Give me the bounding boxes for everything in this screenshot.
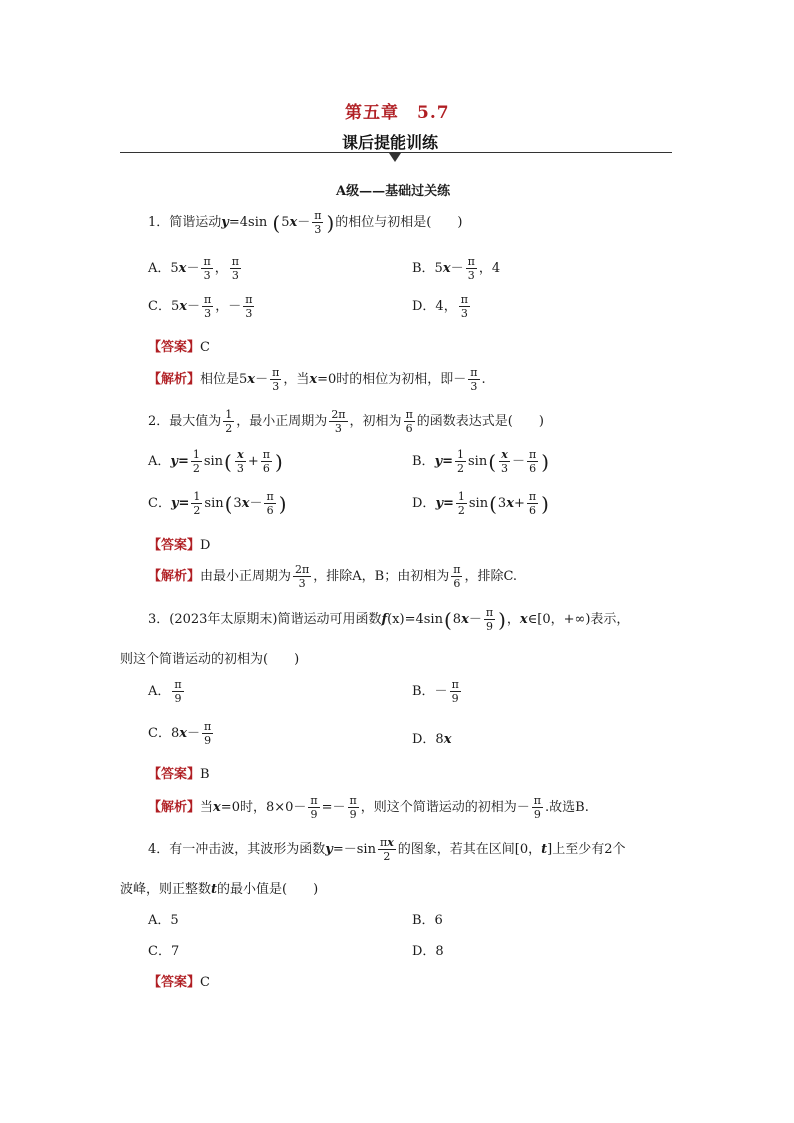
question-2-option-a: A．y= $\frac{1}{2}$ sin( $\frac{x}{3}$ + $\frac{\pi}{6}$ ) <box>148 448 283 475</box>
question-4-option-c: C．7 <box>148 944 180 959</box>
question-2-answer: 【答案】D <box>148 538 211 553</box>
question-4-stem: 4．有一冲击波，其波形为函数y=－sin $\frac{\pi x}{2}$ 的图象，若其在区间[0，t]上至少有2个 <box>148 836 626 863</box>
question-2-option-d: D．y= $\frac{1}{2}$ sin(3x+ $\frac{\pi}{6}$ ) <box>412 490 549 517</box>
question-3-option-d: D．8x <box>412 732 452 747</box>
question-4-option-d: D．8 <box>412 944 444 959</box>
header-arrow-icon <box>389 153 401 162</box>
question-1-answer: 【答案】C <box>148 340 210 355</box>
question-3-option-c: C．8x－ $\frac{\pi}{9}$ <box>148 720 212 747</box>
question-4-stem-line2: 波峰，则正整数t的最小值是( ) <box>120 882 319 897</box>
question-3-answer: 【答案】B <box>148 767 210 782</box>
question-2-analysis: 【解析】由最小正周期为 $\frac{2\pi}{3}$ ，排除A，B；由初相为 $\frac{\pi}{6}$ ，排除C. <box>148 563 518 590</box>
question-1-option-c: C．5x－ $\frac{\pi}{3}$ ，－ $\frac{\pi}{3}$ <box>148 293 253 320</box>
question-3-analysis: 【解析】当x=0时，8×0－ $\frac{\pi}{9}$ =－ $\frac{\pi}{9}$ ，则这个简谐运动的初相为－ $\frac{\pi}{9}$ .故选B. <box>148 794 589 821</box>
section-heading: A级——基础过关练 <box>336 184 451 199</box>
question-3-option-a: A． $\frac{\pi}{9}$ <box>148 678 182 705</box>
question-1-option-b: B．5x－ $\frac{\pi}{3}$ ，4 <box>412 255 501 282</box>
question-1-stem: 1．简谐运动y=4sin (5x－ $\frac{\pi}{3}$ )的相位与初相是( ) <box>148 209 463 236</box>
question-2-stem: 2．最大值为 $\frac{1}{2}$ ，最小正周期为 $\frac{2\pi}{3}$ ，初相为 $\frac{\pi}{6}$ 的函数表达式是( ) <box>148 408 544 435</box>
lesson-subtitle: 课后提能训练 <box>342 133 439 152</box>
chapter-title: 第五章 5.7 <box>345 103 450 123</box>
question-3-option-b: B．－ $\frac{\pi}{9}$ <box>412 678 459 705</box>
question-2-option-b: B．y= $\frac{1}{2}$ sin( $\frac{x}{3}$ － $\frac{\pi}{6}$ ) <box>412 448 550 475</box>
question-4-option-b: B．6 <box>412 913 443 928</box>
question-1-option-d: D．4， $\frac{\pi}{3}$ <box>412 293 468 320</box>
question-4-answer: 【答案】C <box>148 975 210 990</box>
question-1-option-a: A．5x－ $\frac{\pi}{3}$ ， $\frac{\pi}{3}$ <box>148 255 239 282</box>
question-3-stem-line2: 则这个简谐运动的初相为( ) <box>120 652 300 667</box>
question-3-stem: 3．(2023年太原期末)简谐运动可用函数f(x)=4sin(8x－ $\frac{\pi}{9}$ )，x∈[0，+∞)表示， <box>148 606 630 633</box>
question-1-analysis: 【解析】相位是5x－ $\frac{\pi}{3}$ ，当x=0时的相位为初相，即－ $\frac{\pi}{3}$ . <box>148 366 486 393</box>
question-2-option-c: C．y= $\frac{1}{2}$ sin(3x－ $\frac{\pi}{6}$ ) <box>148 490 287 517</box>
question-4-option-a: A．5 <box>148 913 179 928</box>
